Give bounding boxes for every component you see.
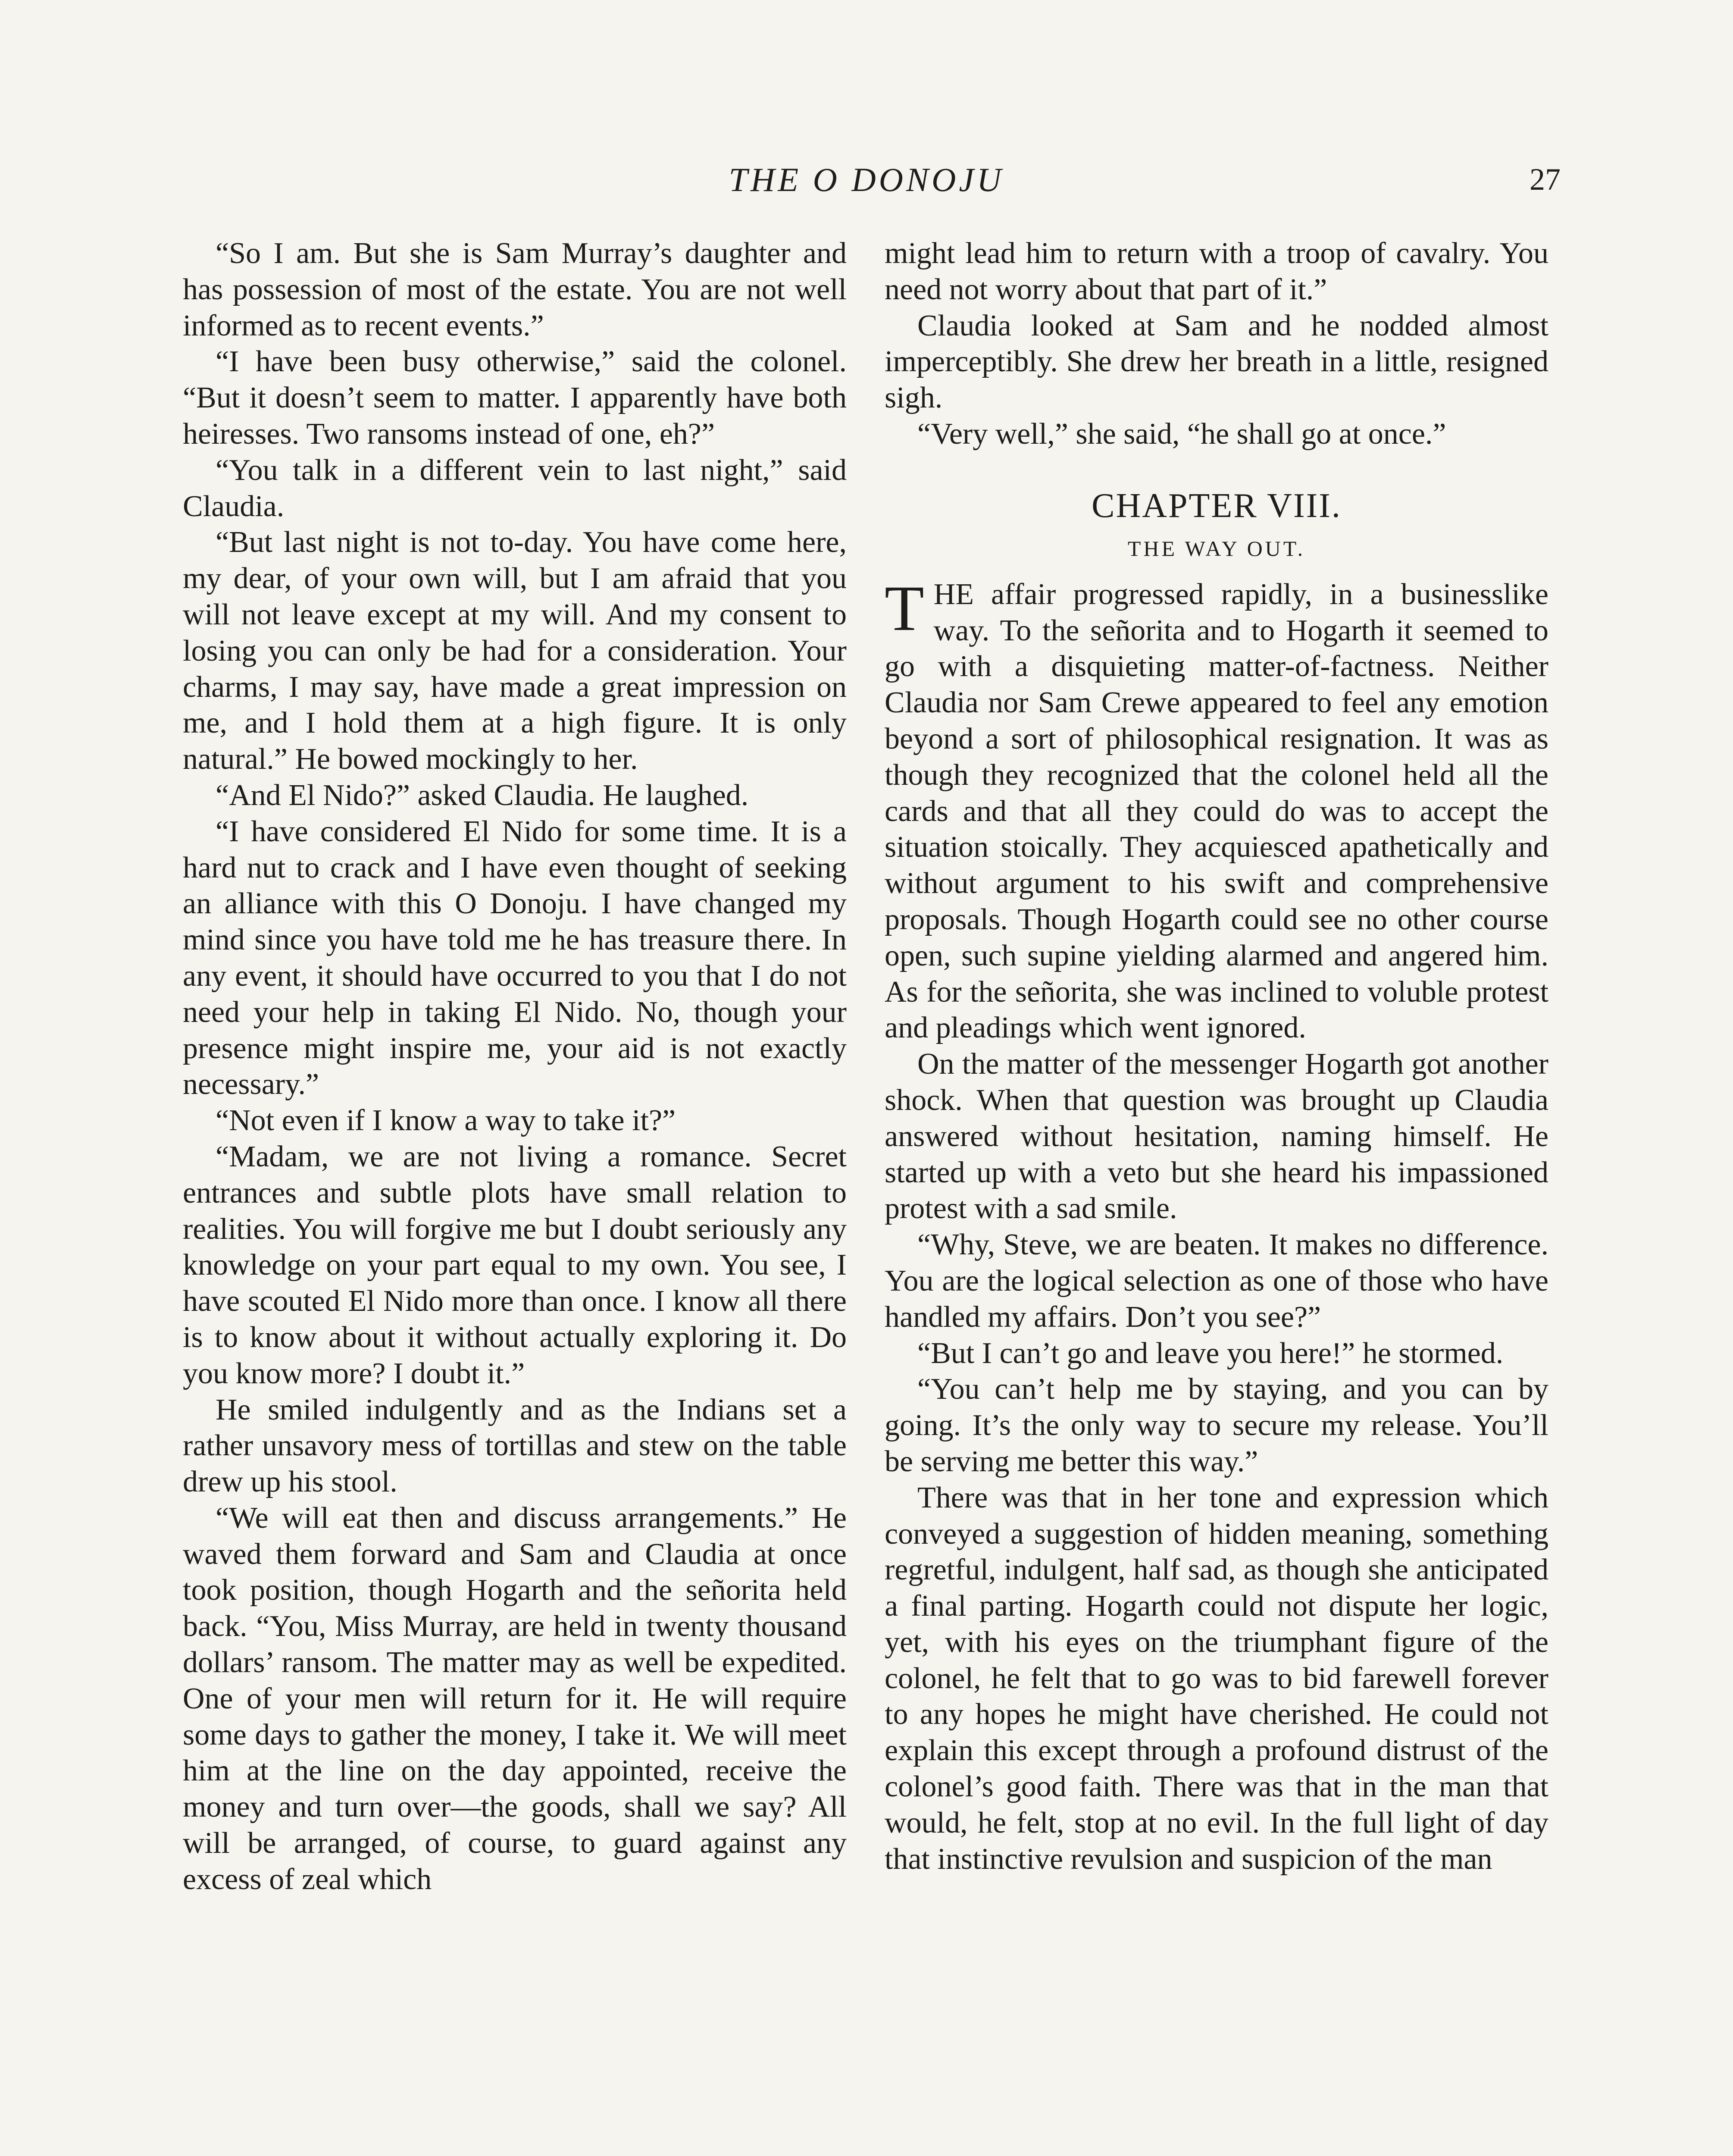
paragraph: There was that in her tone and expression which conveyed a suggestion of hidden meaning, something regretful, indulgent, half sad, as though she anticipated a final parting. Hogarth could not dispute her logic, yet, with his eyes on the triumphant figure of the colonel, he felt that to go was to bid farewell forever to any hopes he might have cherished. He could not explain this except through a profound distrust of the colonel’s good faith. There was that in the man that would, he felt, stop at no evil. In the full light of day that instinctive revulsion and suspicion of the man bbox=[885, 1481, 1548, 1876]
paragraph: He smiled indulgently and as the Indians set a rather unsavory mess of tortillas and stew on the table drew up his stool. bbox=[183, 1393, 847, 1499]
paragraph: “Very well,” she said, “he shall go at once.” bbox=[917, 417, 1446, 451]
paragraph: “But I can’t go and leave you here!” he stormed. bbox=[917, 1336, 1504, 1370]
paragraph: “We will eat then and discuss arrangements.” He waved them forward and Sam and Claudia at once took position, though Hogarth and the señorita held back. “You, Miss Murray, are held in twenty thousand dollars’ ransom. The matter may as well be expedited. One of your men will return for it. He will require some days to gather the money, I take it. We will meet him at the line on the day appointed, receive the money and turn over—the goods, shall we say? All will be arranged, of course, to guard against any excess of zeal which bbox=[183, 1501, 847, 1896]
paragraph: “You can’t help me by staying, and you can by going. It’s the only way to secure my release. You’ll be serving me better this way.” bbox=[885, 1373, 1548, 1478]
paragraph: “You talk in a different vein to last night,” said Claudia. bbox=[183, 453, 847, 523]
right-column bbox=[885, 235, 1548, 1877]
chapter-title: CHAPTER VIII. bbox=[1092, 486, 1342, 525]
paragraph: “And El Nido?” asked Claudia. He laughed. bbox=[216, 778, 749, 812]
drop-cap: T bbox=[885, 572, 924, 644]
paragraph: On the matter of the messenger Hogarth got another shock. When that question was brought up Claudia answered without hesitation, naming himself. He started up with a veto but she heard his impassioned protest with a sad smile. bbox=[885, 1047, 1548, 1225]
chapter-opening-paragraph bbox=[885, 572, 1548, 1046]
paragraph: “Madam, we are not living a romance. Secret entrances and subtle plots have small relation to realities. You will forgive me but I doubt seriously any knowledge on your part equal to my own. You see, I have scouted El Nido more than once. I know all there is to know about it without actually exploring it. Do you know more? I doubt it.” bbox=[183, 1140, 847, 1390]
left-column bbox=[183, 235, 847, 1898]
paragraph: “But last night is not to-day. You have come here, my dear, of your own will, but I am afraid that you will not leave except at my will. And my consent to losing you can only be had for a consideration. Your charms, I may say, have made a great impression on me, and I hold them at a high figure. It is only natural.” He bowed mockingly to her. bbox=[183, 526, 847, 776]
paragraph: “I have been busy otherwise,” said the colonel. “But it doesn’t seem to matter. I apparently have both heiresses. Two ransoms instead of one, eh?” bbox=[183, 345, 847, 451]
page-number: 27 bbox=[1530, 162, 1561, 197]
paragraph: Claudia looked at Sam and he nodded almost imperceptibly. She drew her breath in a little, resigned sigh. bbox=[885, 309, 1548, 415]
paragraph: “Not even if I know a way to take it?” bbox=[216, 1104, 676, 1138]
chapter-subtitle: THE WAY OUT. bbox=[1127, 536, 1306, 561]
paragraph: “I have considered El Nido for some time. It is a hard nut to crack and I have even thought of seeking an alliance with this O Donoju. I have changed my mind since you have told me he has treasure there. In any event, it should have occurred to you that I do not need your help in taking El Nido. No, though your presence might inspire me, your aid is not exactly necessary.” bbox=[183, 815, 847, 1101]
paragraph: “Why, Steve, we are beaten. It makes no difference. You are the logical selection as one of those who have handled my affairs. Don’t you see?” bbox=[885, 1228, 1548, 1334]
opening-paragraph-text: HE affair progressed rapidly, in a businesslike way. To the señorita and to Hogarth it seemed to go with a disquieting matter-of-factness. Neither Claudia nor Sam Crewe appeared to feel any emotion beyond a sort of philosophical resignation. It was as though they recognized that the colonel held all the cards and that all they could do was to accept the situation stoically. They acquiesced apathetically and without argument to his swift and comprehensive proposals. Though Hogarth could see no other course open, such supine yielding alarmed and angered him. As for the señorita, she was inclined to voluble protest and pleadings which went ignored. bbox=[885, 577, 1548, 1045]
paragraph: “So I am. But she is Sam Murray’s daughter and has possession of most of the estate. You are not well informed as to recent events.” bbox=[183, 237, 847, 342]
paragraph-continued: might lead him to return with a troop of cavalry. You need not worry about that part of it.” bbox=[885, 237, 1548, 306]
running-header-title: THE O DONOJU bbox=[729, 161, 1004, 198]
